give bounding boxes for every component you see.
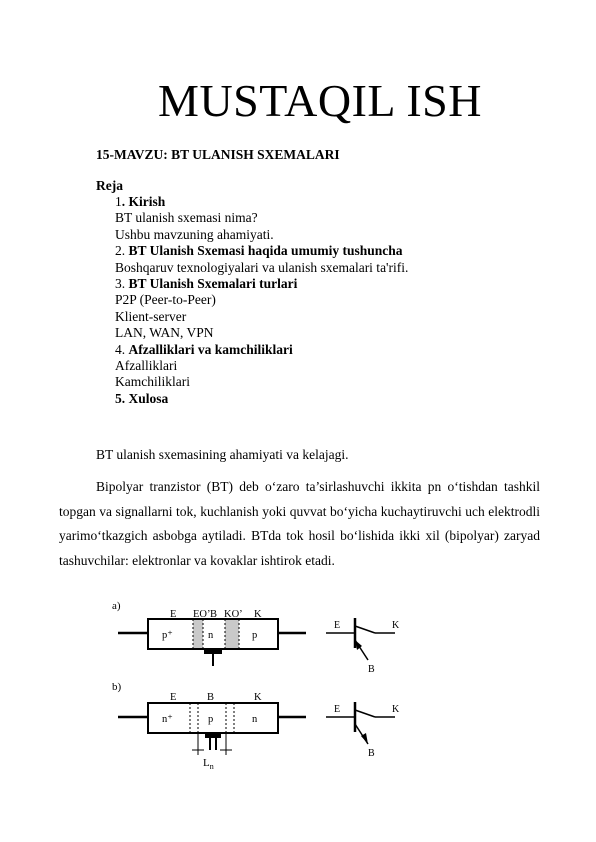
label-b-b: B (207, 692, 215, 703)
junction-a-bk (225, 620, 239, 648)
outline-item: Kamchiliklari (115, 374, 190, 390)
label-b-k: K (254, 692, 262, 703)
symbol-b-collector (355, 710, 375, 717)
outline-item: Ushbu mavzuning ahamiyati. (115, 226, 274, 242)
symbol-b-k: K (392, 704, 400, 715)
region-a-2: n (208, 630, 214, 641)
symbol-a-collector (355, 626, 375, 633)
transistor-structure-figure (100, 590, 430, 780)
outline-item: P2P (Peer-to-Peer) (115, 292, 216, 308)
width-label: $L_n$ (203, 757, 214, 771)
region-b-1: n⁺ (162, 714, 173, 725)
symbol-a-k: K (392, 620, 400, 631)
outline-item: Boshqaruv texnologiyalari va ulanish sxemalari ta'rifi. (115, 259, 409, 275)
symbol-b-e: E (334, 704, 341, 715)
topic-heading: 15-MAVZU: BT ULANISH SXEMALARI (96, 147, 340, 162)
symbol-a-b: B (368, 664, 375, 675)
plan-outline (115, 194, 408, 407)
body-paragraph: Bipolyar tranzistor (BT) deb o‘zaro ta’sirlashuvchi ikkita pn o‘tishdan tashkil topgan va signallarni tok, kuchlanish yoki quvvat bo‘yicha kuchaytiruvchi uch elektrodli yarimo‘tkazgich asbobga aytiladi. BTda tok hosil bo‘lishida ikki xil (bipolyar) zaryad tashuvchilar: elektronlar va kovaklar ishtirok etadi. (59, 479, 540, 568)
outline-item: Afzalliklari (115, 358, 178, 374)
outline-item: LAN, WAN, VPN (115, 325, 214, 341)
base-contact-b (205, 733, 221, 738)
region-a-3: p (252, 630, 258, 641)
outline-item: 4. Afzalliklari va kamchiliklari (115, 341, 293, 357)
label-a-b: B (210, 609, 218, 620)
outline-item: BT ulanish sxemasi nima? (115, 210, 258, 226)
region-b-2: p (208, 714, 214, 725)
importance-line: BT ulanish sxemasining ahamiyati va kelajagi. (96, 447, 349, 462)
region-a-1: p⁺ (162, 630, 173, 641)
base-contact-a (204, 649, 222, 654)
label-a-ko: KO’ (224, 609, 243, 620)
outline-item: 3. BT Ulanish Sxemalari turlari (115, 276, 298, 292)
page-title: MUSTAQIL ISH (158, 75, 482, 126)
outline-item: 2. BT Ulanish Sxemasi haqida umumiy tushuncha (115, 243, 403, 259)
outline-item: 1. Kirish (115, 194, 166, 209)
label-a-e: E (170, 609, 177, 620)
symbol-a-e: E (334, 620, 341, 631)
outline-item: 5. Xulosa (115, 390, 169, 406)
label-b-e: E (170, 692, 177, 703)
region-b-3: n (252, 714, 258, 725)
figure-svg (100, 590, 430, 780)
label-a-eo: EO’ (193, 609, 211, 620)
figure-a-label: a) (112, 600, 121, 612)
plan-heading: Reja (96, 178, 123, 193)
junction-a-eb (193, 620, 203, 648)
label-a-k: K (254, 609, 262, 620)
figure-b-label: b) (112, 681, 122, 693)
symbol-b-b: B (368, 748, 375, 759)
outline-item: Klient-server (115, 308, 187, 324)
